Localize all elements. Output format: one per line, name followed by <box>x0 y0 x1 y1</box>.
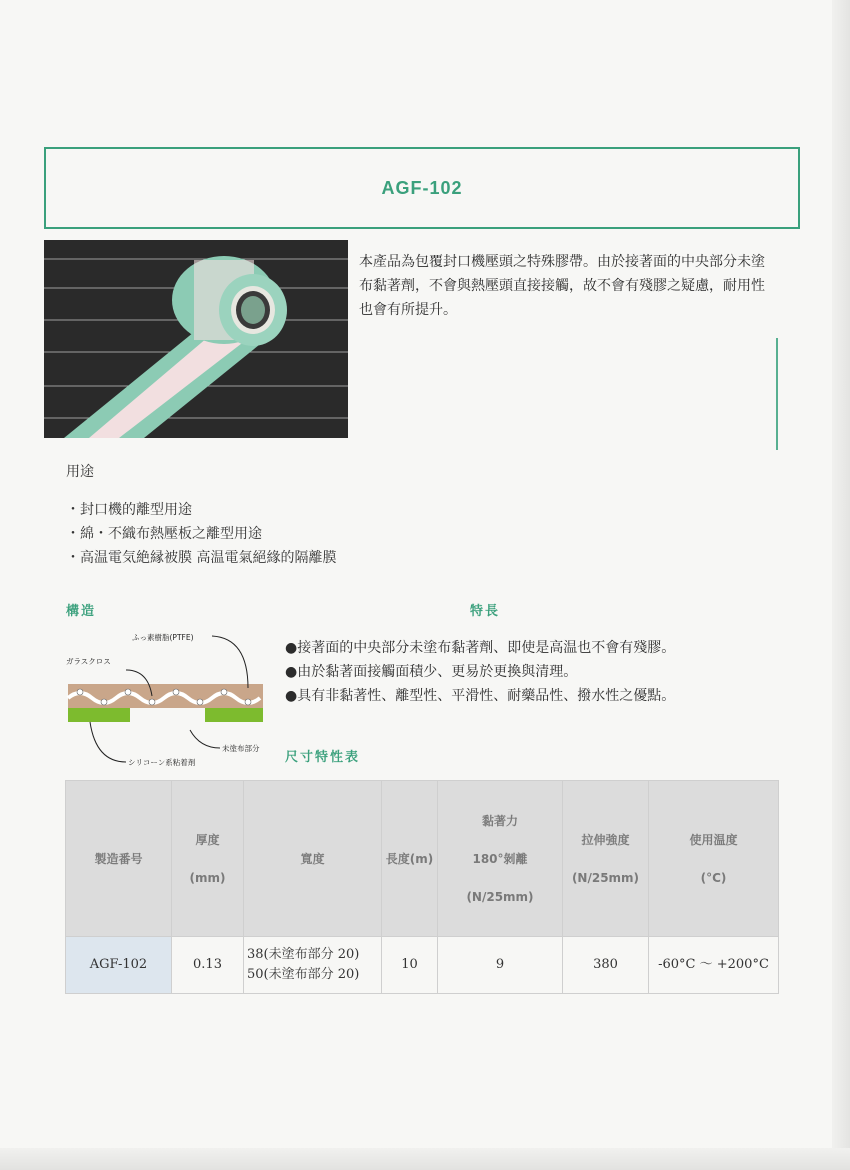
margin-line <box>776 338 778 450</box>
cell-adhesion: 9 <box>438 937 563 994</box>
header-temperature: 使用温度 (°C) <box>649 781 779 937</box>
intro-text: 本產品為包覆封口機壓頭之特殊膠帶。由於接著面的中央部分未塗布黏著劑，不會與熱壓頭直接接觸，故不會有殘膠之疑慮，耐用性也會有所提升。 <box>359 254 765 318</box>
structure-diagram <box>60 626 280 771</box>
structure-heading: 構造 <box>66 604 97 619</box>
spec-heading: 尺寸特性表 <box>285 750 361 765</box>
title-box <box>44 147 800 229</box>
spec-table <box>65 780 779 994</box>
usage-item: ・高温電気絶縁被膜 高温電氣絕緣的隔離膜 <box>66 550 337 566</box>
page-bottom-shadow <box>0 1148 850 1170</box>
label-glass-cloth: ガラスクロス <box>66 657 111 666</box>
features-heading: 特長 <box>470 604 501 619</box>
header-length: 長度(m) <box>382 781 438 937</box>
feature-item: ● 由於黏著面接觸面積少、更易於更換與清理。 <box>285 660 675 684</box>
table-header-row <box>66 781 779 937</box>
table-row <box>66 937 779 994</box>
cell-tensile: 380 <box>563 937 649 994</box>
header-tensile: 拉伸強度 (N/25mm) <box>563 781 649 937</box>
label-uncoated: 未塗布部分 <box>222 744 260 753</box>
adhesive-right <box>205 708 263 722</box>
cell-temperature: -60°C ～ +200°C <box>649 937 779 994</box>
features-list <box>285 636 675 708</box>
page-edge-shadow <box>832 0 850 1170</box>
cell-thickness: 0.13 <box>172 937 244 994</box>
header-model: 製造番号 <box>66 781 172 937</box>
feature-item: ● 具有非黏著性、離型性、平滑性、耐藥品性、撥水性之優點。 <box>285 684 675 708</box>
header-thickness: 厚度 (mm) <box>172 781 244 937</box>
header-adhesion: 黏著力 180°剝離 (N/25mm) <box>438 781 563 937</box>
cell-model: AGF-102 <box>66 937 172 994</box>
tape-roll-image <box>44 240 348 438</box>
usage-heading: 用途 <box>66 464 94 480</box>
product-photo <box>44 240 348 438</box>
feature-item: ● 接著面的中央部分未塗布黏著劑、即使是高温也不會有殘膠。 <box>285 636 675 660</box>
label-silicone: シリコーン系粘着剤 <box>128 758 196 767</box>
usage-list <box>66 498 336 570</box>
cell-length: 10 <box>382 937 438 994</box>
header-width: 寬度 <box>244 781 382 937</box>
label-ptfe: ふっ素樹脂(PTFE) <box>132 633 194 642</box>
usage-item: ・綿・不織布熱壓板之離型用途 <box>66 526 262 542</box>
adhesive-left <box>68 708 130 722</box>
product-title: AGF-102 <box>381 177 463 198</box>
cell-width: 38(未塗布部分 20) 50(未塗布部分 20) <box>244 937 382 994</box>
usage-item: ・封口機的離型用途 <box>66 502 192 518</box>
